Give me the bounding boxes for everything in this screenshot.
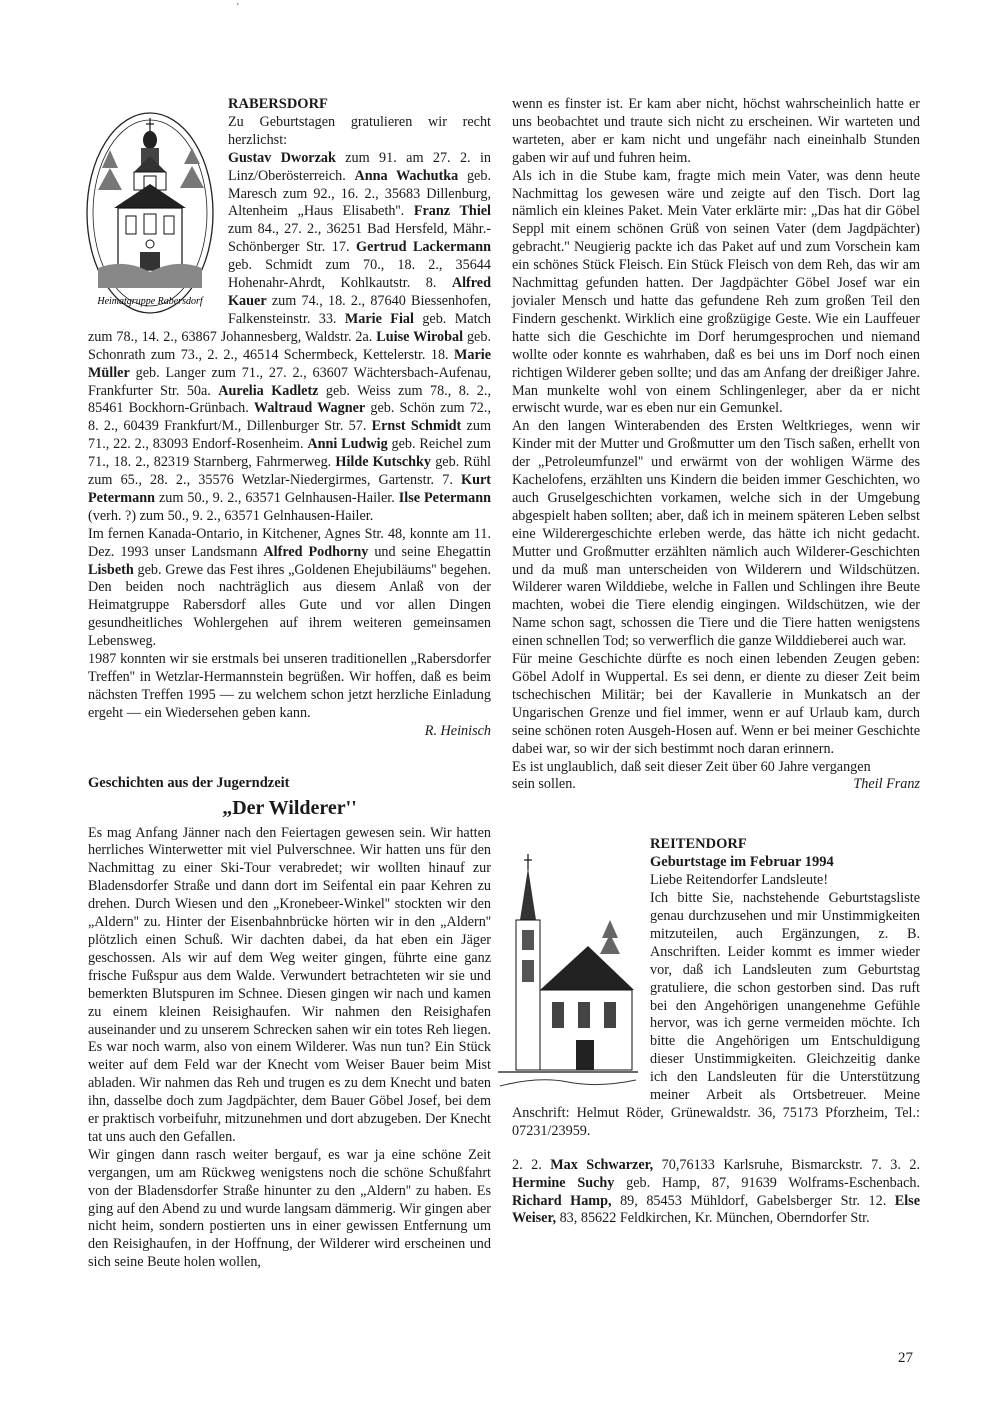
reitendorf-section bbox=[512, 836, 920, 1228]
birthday-name: Hilde Kutschky bbox=[335, 454, 432, 471]
birthday-name: Else Weiser, bbox=[512, 1192, 920, 1227]
stray-mark: ' bbox=[237, 2, 239, 13]
birthday-details: 70,76133 Karlsruhe, Bismarckstr. 7. 3. 2. bbox=[653, 1156, 921, 1173]
birthday-name: Marie Müller bbox=[88, 346, 491, 381]
story-signature: Theil Franz bbox=[853, 776, 920, 793]
reitendorf-subheading: Geburtstage im Februar 1994 bbox=[650, 854, 834, 871]
birthday-details: geb. Weiss zum 78., 8. 2., 85461 Bockhorn-Grünbach. bbox=[88, 382, 491, 417]
birthday-name: Ernst Schmidt bbox=[371, 418, 462, 435]
reitendorf-heading: REITENDORF bbox=[650, 836, 747, 853]
story-section-heading: Geschichten aus der Jugerndzeit bbox=[88, 774, 290, 791]
birthday-details: geb. Match zum 78., 14. 2., 63867 Johannesberg, Waldstr. 2a. bbox=[88, 310, 491, 345]
svg-text:Heimatgruppe Rabersdorf: Heimatgruppe Rabersdorf bbox=[97, 296, 203, 307]
birthday-details: zum 74., 18. 2., 87640 Biessenhofen, Falkensteinstr. 33. bbox=[228, 292, 491, 327]
reitendorf-body: Ich bitte Sie, nachstehende Geburtstagsliste genau durchzusehen und mir Unstimmigkeiten mitzuteilen, auch Ergänzungen, z. B. Anschriften. Leider kommt es immer wieder vor, daß ich Landsleuten zum Geburtstag gratuliere, die schon gestorben sind. Das ruft bei den Angehörigen unangenehme Gefühle hervor, was ich gerne vermeiden möchte. Ich bitte die Angehörigen um Entschuldigung dieser Unstimmigkeiten. Gleichzeitig danke ich den Landsleuten für die Unterstützung meiner Arbeit als Ortsbetreuer. Meine Anschrift: Helmut Röder, Grünewaldstr. 36, 75173 Pforzheim, Tel.: 07231/23959. bbox=[512, 890, 920, 1139]
birthday-name: Luise Wirobal bbox=[376, 328, 464, 345]
story-paragraph-6: Für meine Geschichte dürfte es noch einen lebenden Zeugen geben: Göbel Adolf in Wuppertal. Es sei denn, er diente zu dieser Zeit beim tschechischen Militär; bei der Kavallerie in Munkatsch an der Ungarischen Grenze und fiel immer, wenn er auf Urlaub kam, durch seine schönen roten Ausgeh-Hosen auf. Wenn er bei meiner Geschichte dabei war, so wir der sich bestimmt noch daran erinnern. bbox=[512, 651, 920, 757]
birthday-details: zum 84., 27. 2., 36251 Bad Hersfeld, Mähr.-Schönberger Str. 17. bbox=[228, 221, 491, 256]
birthday-details: geb. Schön zum 72., 8. 2., 60439 Frankfurt/M., Dillenburger Str. 57. bbox=[88, 400, 491, 435]
birthday-name: Kurt Petermann bbox=[88, 472, 491, 506]
birthday-name: Ilse Petermann bbox=[398, 489, 491, 506]
birthday-name: Max Schwarzer, bbox=[550, 1156, 654, 1173]
birthday-details: geb. Reichel zum 71., 18. 2., 82319 Starnberg, Fahrmerweg. bbox=[88, 436, 491, 471]
story-paragraph-3: wenn es finster ist. Er kam aber nicht, höchst wahrscheinlich hatte er uns beobachtet und traute sich nicht zu erscheinen. Wir warteten und warteten, aber er kam nicht und ungefähr nach eineinhalb Stunden gaben wir auf und fuhren heim. bbox=[512, 96, 920, 166]
birthday-details: geb. Schonrath zum 73., 2. 2., 46514 Schermbeck, Kettelerstr. 18. bbox=[88, 328, 491, 363]
right-column bbox=[512, 96, 920, 1228]
birthday-name: Richard Hamp, bbox=[512, 1192, 612, 1209]
birthday-details: geb. Rühl zum 65., 28. 2., 35576 Wetzlar-Niedergirmes, Gartenstr. 7. bbox=[88, 454, 491, 489]
birthday-name: Franz Thiel bbox=[413, 203, 492, 220]
birthday-name: Gertrud Lackermann bbox=[356, 239, 492, 256]
birthday-name: Waltraud Wagner bbox=[253, 400, 366, 417]
birthday-name: Anni Ludwig bbox=[307, 436, 388, 453]
story-paragraph-5: An den langen Winterabenden des Ersten Weltkrieges, wenn wir Kinder mit der Mutter und Großmutter um den Tisch saßen, erhellt von der „Petroleumfunzel'' und erwärmt von der wohligen Wärme des Kachelofens, erzählten uns Kindern die beiden immer Geschichten, wo auch Gruselgeschichten vorkamen, welche sich in der Umgebung abgespielt haben sollten; aber, daß ich in meinem späteren Leben selbst eine Wilderergeschichte erleben werde, das hätte ich nicht gedacht. Mutter und Großmutter erzählten nämlich auch Wilderer-Geschichten und da muß man unterscheiden von Wilderern und Wildschützen. Wilderer waren Wilddiebe, welche in Fallen und Schlingen ihre Beute machten, wobei die Tiere elendig eingingen. Wildschützen, wie der Name schon sagt, schossen die Tiere und die Tiere hatten wenigstens einen schnellen Tod; so verwerflich die ganze Wilddieberei auch war. bbox=[512, 418, 920, 650]
rabersdorf-intro: Zu Geburtstagen gratulieren wir recht herzlichst: bbox=[228, 113, 491, 148]
birthday-details: geb. Maresch zum 92., 16. 2., 35683 Dillenburg, Altenheim „Haus Elisabeth''. bbox=[228, 167, 491, 220]
story-paragraph-1: Es mag Anfang Jänner nach den Feiertagen gewesen sein. Wir hatten herrliches Winterwetter mit viel Pulverschnee. Wir hatten uns für den Nachmittag zu einer Ski-Tour verabredet; wir wollten hinauf zur Bladensdorfer Straße und dann dort im Seifental ein paar Kehren zu drehen. Durch Wiesen und den „Kronebeer-Winkel'' stockten wir den „Aldern'' zu. Hinter der Eisenbahnbrücke hörten wir in den „Aldern'' plötzlich einen Schuß. Wir dachten dabei, da hat eben ein Jäger geschossen. Als wir auf dem Weg weiter gingen, führte eine ganz frische Fußspur aus dem Walde. Verwundert betrachteten wir sie und bemerkten Blutspuren im Schnee. Diesen gingen wir nach und kamen zu einem kleinen Reisighaufen. Wir nahmen den Reisighafen auseinander und zu unserem Schrecken sahen wir ein totes Reh liegen. Es war noch warm, also von einem Wilderer. Was nun tun? Ein Stück weiter auf dem Feld war der Knecht vom Weiser Bauer beim Mist abladen. Wir nahmen das Reh und trugen es zu dem Knecht und baten ihn, dasselbe doch zum Jagdpächter, dem Bauer Göbel Josef, bei dem er praktisch vorbeifuhr, mitzunehmen und dort abzugeben. Der Knecht tat uns auch den Gefallen. bbox=[88, 824, 491, 1145]
birthday-details: zum 71., 22. 2., 83093 Endorf-Rosenheim. bbox=[88, 418, 491, 453]
reitendorf-birthdays: 2. 2. Max Schwarzer, 70,76133 Karlsruhe, Bismarckstr. 7. 3. 2. Hermine Suchy geb. Hamp, 87, 91639 Wolframs-Eschenbach. Richard Hamp, 89, 85453 Mühldorf, Gabelsberger Str. 12. Else Weiser, 83, 85622 Feldkirchen, Kr. München, Oberndorfer Str. bbox=[512, 1156, 921, 1227]
story-paragraph-2: Wir gingen dann rasch weiter bergauf, es war ja eine schöne Zeit vergangen, um am Rückweg wenigstens noch die schöne Schußfahrt von der Bladensdorfer Straße hinunter zu den „Aldern'' zu haben. Es ging auf den Abend zu und wurde langsam dämmerig. Wir gingen aber nicht heim, sondern postierten uns in einer gewissen Entfernung um den Reisighaufen, in der Hoffnung, der Wilderer wird erscheinen und sich seine Beute holen wollen, bbox=[88, 1146, 491, 1271]
birthday-name: Anna Wachutka bbox=[354, 167, 459, 184]
story-closing-line bbox=[512, 776, 920, 794]
rabersdorf-emblem bbox=[84, 98, 216, 316]
birthday-name: Hermine Suchy bbox=[512, 1174, 615, 1191]
page-number: 27 bbox=[898, 1350, 913, 1366]
story-closing: Es ist unglaublich, daß seit dieser Zeit über 60 Jahre vergangen bbox=[512, 758, 871, 775]
story-paragraph-4: Als ich in die Stube kam, fragte mich mein Vater, was denn heute Nachmittag los gewesen wäre und zeigte auf den Tisch. Dort lag nämlich ein kleines Paket. Mein Vater erklärte mir: „Das hat dir Göbel Seppl mit einem schönen Grüß von seinen Vater (dem Jagdpächter) gebracht.'' Neugierig packte ich das Paket auf und zum Vorschein kam ein schönes Stück Fleisch. Ein Stück Fleisch von dem Reh, das wir am Nachmittag gefunden hatten. Der Jagdpächter Göbel Josef war ein jovialer Mensch und hatte das gefundene Reh zum großen Teil den Findern geschenkt. Wirklich eine großzügige Geste. Wie ein Lauffeuer hatte sich die Geschichte im Dorf herumgesprochen und niemand wollte oder konnte es wahrhaben, daß es bei uns im Dorf noch einen richtigen Wilderer geben sollte; und das am Anfang der dreißiger Jahre. Man munkelte wohl von einem Schlingenleger, aber da er nicht erwischt wurde, war es eben nur ein Gemunkel. bbox=[512, 167, 920, 417]
birthday-details: 89, 85453 Mühldorf, Gabelsberger Str. 12. bbox=[611, 1192, 895, 1209]
birthday-details: (verh. ?) zum 50., 9. 2., 63571 Gelnhausen-Hailer. bbox=[88, 507, 374, 524]
rabersdorf-canada: Im fernen Kanada-Ontario, in Kitchener, Agnes Str. 48, konnte am 11. Dez. 1993 unser Landsmann Alfred Podhorny und seine Ehegattin Lisbeth geb. Grewe das Fest ihres „Goldenen Ehejubiläums'' begehen. Den beiden noch nachträglich aus diesem Anlaß von der Heimatgruppe Rabersdorf alles Gute und vor allen Dingen gesundheitliches Wohlergehen auf ihrem weiteren gemeinsamen Lebensweg. bbox=[88, 525, 491, 650]
birthday-details: geb. Langer zum 71., 27. 2., 63607 Wächtersbach-Aufenau, Frankfurter Str. 50a. bbox=[88, 364, 491, 399]
birthday-name: Aurelia Kadletz bbox=[218, 382, 319, 399]
rabersdorf-heading: RABERSDORF bbox=[228, 96, 328, 112]
reitendorf-church-drawing bbox=[498, 850, 638, 1092]
rabersdorf-treffen: 1987 konnten wir sie erstmals bei unseren traditionellen „Rabersdorfer Treffen'' in Wetzlar-Hermannstein begrüßen. Wir hoffen, daß es beim nächsten Treffen 1995 — zu welchem schon jetzt herzliche Einladung ergeht — ein Wiedersehen geben kann. bbox=[88, 651, 491, 721]
birthday-details: zum 50., 9. 2., 63571 Gelnhausen-Hailer. bbox=[154, 489, 399, 506]
birthday-details: geb. Schmidt zum 70., 18. 2., 35644 Hohenahr-Ahrdt, Kohlkautstr. 8. bbox=[228, 257, 491, 292]
birthday-details: zum 91. am 27. 2. in Linz/Oberösterreich. bbox=[228, 149, 491, 184]
left-column bbox=[88, 96, 491, 1272]
birthday-details: 83, 85622 Feldkirchen, Kr. München, Oberndorfer Str. bbox=[556, 1210, 870, 1227]
story-title: „Der Wilderer'' bbox=[222, 796, 357, 819]
birthday-name: Alfred Kauer bbox=[228, 275, 491, 309]
reitendorf-greeting: Liebe Reitendorfer Landsleute! bbox=[650, 872, 829, 889]
birthday-name: Gustav Dworzak bbox=[228, 149, 336, 166]
rabersdorf-signature: R. Heinisch bbox=[424, 722, 491, 739]
birthday-name: Marie Fial bbox=[344, 310, 414, 327]
story-closing-end: sein sollen. bbox=[512, 776, 576, 793]
birthday-details: geb. Hamp, 87, 91639 Wolframs-Eschenbach. bbox=[614, 1174, 921, 1191]
